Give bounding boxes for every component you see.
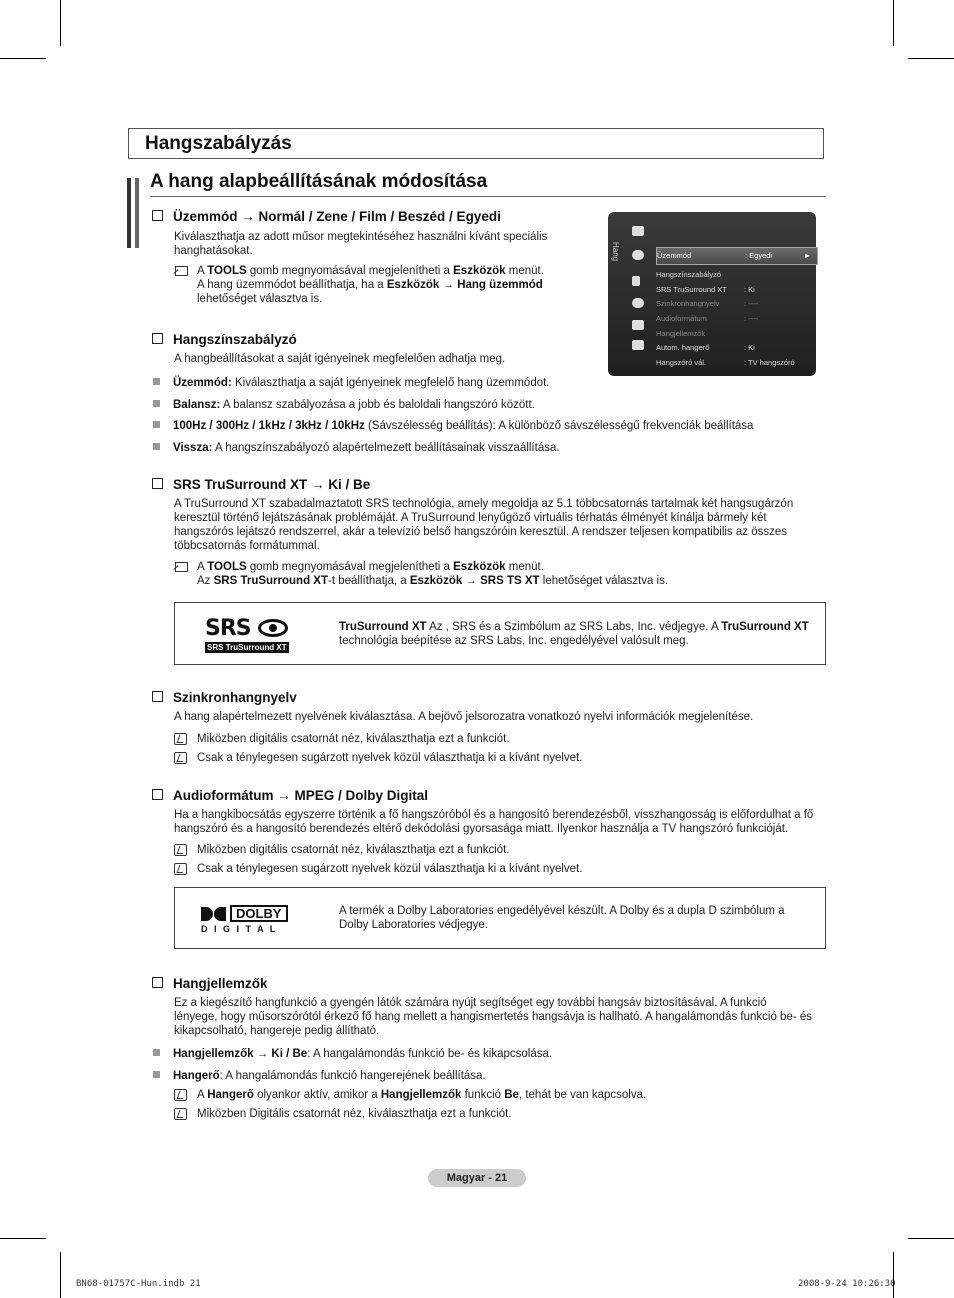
bullet-item: Hangjellemzők → Ki / Be: A hangalámondás funkció be- és kikapcsolása.: [153, 1047, 552, 1061]
tv-menu-item-label: Audioformátum: [656, 314, 707, 323]
tools-note: A TOOLS gomb megnyomásával megjelenítheti a Eszközök menüt. A hang üzemmódot beállíthatja, ha a Eszközök → Hang üzemmód lehetőséget választva is.: [197, 265, 544, 305]
heading-audio-description: Hangjellemzők: [152, 976, 268, 991]
tv-menu-item: [656, 327, 816, 340]
checkbox-bullet-icon: [152, 210, 163, 221]
bullet-item: Üzemmód: Kiválaszthatja a saját igényeinek megfelelő hang üzemmódot.: [153, 376, 550, 390]
heading-srs: SRS TruSurround XT → Ki / Be: [152, 477, 370, 492]
note-text: Csak a ténylegesen sugárzott nyelvek közül választhatja ki a kívánt nyelvet.: [197, 752, 583, 764]
note-icon: [174, 863, 187, 875]
tv-menu-item: [656, 341, 816, 354]
bullet-item: Balansz: A balansz szabályozása a jobb és baloldali hangszóró között.: [153, 398, 535, 412]
checkbox-bullet-icon: [152, 691, 163, 702]
crop-mark: [893, 1252, 894, 1298]
text-line: Kiválaszthatja az adott műsor megtekintéséhez használni kívánt speciális: [174, 231, 548, 243]
note-icon: [174, 1108, 187, 1120]
note-text: Miközben digitális csatornát néz, kiválaszthatja ezt a funkciót.: [197, 733, 510, 745]
tv-menu-item: [656, 297, 816, 310]
heading-language: Szinkronhangnyelv: [152, 690, 297, 705]
mode-description: [174, 230, 547, 258]
print-file-label: BN68-01757C-Hun.indb 21: [76, 1279, 201, 1289]
square-bullet-icon: [153, 1049, 160, 1056]
tv-menu-side-label: Hang: [611, 242, 620, 262]
note-icon: [174, 844, 187, 856]
sound-icon: [632, 250, 644, 260]
tv-menu-item-value: : ----: [744, 314, 759, 323]
heading-mode: [152, 209, 501, 224]
square-bullet-icon: [153, 400, 160, 407]
note-text: Miközben digitális csatornát néz, kiválaszthatja ezt a funkciót.: [197, 844, 510, 856]
note-text: A Hangerő olyankor aktív, amikor a Hangjellemzők funkció Be, tehát be van kapcsolva.: [197, 1089, 647, 1101]
square-bullet-icon: [153, 378, 160, 385]
srs-trademark-text: TruSurround XT Az , SRS és a Szimbólum az SRS Labs, Inc. védjegye. A TruSurround XT technológia beépítése az SRS Labs, Inc. engedélyével valósult meg.: [339, 621, 809, 647]
audio-format-description: Ha a hangkibocsátás egyszerre történik a fő hangszóróból és a hangosító berendezésből, visszhangosság is előfordulhat a fő hangszóró és a hangosító berendezés eltérő dekódolási gyorsasága miatt. Ilyenkor használja a TV hangszóró funkcióját.: [174, 809, 814, 835]
tv-menu-item-value: : Egyedi: [745, 251, 773, 260]
channel-icon: [632, 276, 640, 286]
tv-menu-item-label: SRS TruSurround XT: [656, 285, 727, 294]
tv-menu-item-value: : TV hangszóró: [744, 358, 795, 367]
heading-audio-format: Audioformátum → MPEG / Dolby Digital: [152, 788, 428, 803]
title-rule: [150, 196, 826, 197]
crop-mark: [60, 1252, 61, 1298]
tv-menu-item-value: : ----: [744, 299, 759, 308]
square-bullet-icon: [153, 421, 160, 428]
setup-icon: [632, 298, 644, 308]
input-icon: [632, 320, 644, 330]
srs-description: A TruSurround XT szabadalmaztatott SRS technológia, amely megoldja az 5.1 többcsatornás tartalmak két hangsugárzón keresztül történő lejátszásának problémáját. A TruSurround lenyűgöző virtuális térhatás élményét kínálja bármely két hangszórós lejátszó rendszerrel, akár a televízió belső hangszóróin keresztül. A rendszer teljesen kompatibilis az összes többcsatornás formátummal.: [174, 498, 794, 552]
checkbox-bullet-icon: [152, 333, 163, 344]
crop-mark: [0, 1238, 46, 1239]
note-icon: [174, 733, 187, 745]
srs-trademark-box: [174, 602, 826, 665]
checkbox-bullet-icon: [152, 977, 163, 988]
checkbox-bullet-icon: [152, 789, 163, 800]
tv-menu-item-label: Szinkronhangnyelv: [656, 299, 720, 308]
bullet-item: Vissza: A hangszínszabályozó alapértelmezett beállításainak visszaállítása.: [153, 441, 560, 455]
tv-menu-item-value: : Ki: [744, 285, 755, 294]
equalizer-description: A hangbeállításokat a saját igényeinek megfelelően adhatja meg.: [174, 353, 506, 365]
tools-icon: [173, 265, 187, 277]
note-text: Csak a ténylegesen sugárzott nyelvek közül választhatja ki a kívánt nyelvet.: [197, 863, 583, 875]
tv-menu-item: [656, 312, 816, 325]
heading-equalizer: Hangszínszabályzó: [152, 332, 297, 347]
note-text: Miközben Digitális csatornát néz, kiválaszthatja ezt a funkciót.: [197, 1108, 512, 1120]
bullet-item: 100Hz / 300Hz / 1kHz / 3kHz / 10kHz (Sávszélesség beállítás): A különböző sávszélességű frekvenciák beállítása: [153, 419, 753, 433]
arrow-right-icon: ►: [803, 251, 811, 260]
tools-icon: [173, 561, 187, 573]
tools-note: A TOOLS gomb megnyomásával megjelenítheti a Eszközök menüt. Az SRS TruSurround XT-t beállíthatja, a Eszközök → SRS TS XT lehetőséget választva is.: [197, 561, 669, 587]
square-bullet-icon: [153, 443, 160, 450]
tv-menu-item-label: Hangszóró vál.: [656, 358, 707, 367]
section-title-box: [128, 128, 824, 159]
crop-mark: [0, 58, 46, 59]
crop-mark: [908, 58, 954, 59]
crop-mark: [908, 1238, 954, 1239]
picture-icon: [632, 226, 644, 236]
srs-logo: SRS SRS TruSurround XT: [205, 616, 287, 652]
text-line: hanghatásokat.: [174, 245, 253, 257]
checkbox-bullet-icon: [152, 478, 163, 489]
crop-mark: [893, 0, 894, 46]
dolby-logo: DOLBY D I G I T A L: [201, 905, 288, 934]
dolby-trademark-text: A termék a Dolby Laboratories engedélyével készült. A Dolby és a dupla D szimbólum a Dolby Laboratories védjegye.: [339, 905, 785, 931]
section-title: Hangszabályzás: [145, 133, 292, 154]
support-icon: [632, 340, 644, 350]
tv-menu-item-selected: [656, 247, 818, 265]
bullet-item: Hangerő: A hangalámondás funkció hangerejének beállítása.: [153, 1069, 486, 1083]
tv-menu-item: [656, 283, 816, 296]
tv-menu-item-value: : Ki: [744, 343, 755, 352]
tv-menu-item: [656, 356, 816, 369]
audio-description-text: Ez a kiegészítő hangfunkció a gyengén látók számára nyújt segítséget egy további hangsáv biztosításával. A funkció lényege, hogy műsorszórótól érkező fő hang mellett a hangismertetés hangsávja is hallható. A hangalámondás funkció be- és kikapcsolható, hangereje pedig állítható.: [174, 997, 812, 1037]
page-number: Magyar - 21: [428, 1169, 526, 1187]
tv-menu-item-label: Hangjellemzők: [656, 329, 706, 338]
tv-menu-item-label: Hangszínszabályzó: [656, 270, 722, 279]
accent-bar: [135, 178, 139, 248]
heading-text: Üzemmód → Normál / Zene / Film / Beszéd / Egyedi: [173, 209, 501, 224]
tv-menu-item-label: Üzemmód: [657, 251, 692, 260]
tv-menu-item: [656, 268, 816, 281]
print-timestamp: 2008-9-24 10:26:30: [798, 1279, 896, 1289]
accent-bar: [127, 178, 131, 248]
language-description: A hang alapértelmezett nyelvének kiválasztása. A bejövő jelsorozatra vonatkozó nyelvi információk megjelenítése.: [174, 711, 754, 723]
dolby-trademark-box: [174, 887, 826, 949]
tv-menu-screenshot: [608, 212, 816, 376]
page-title: A hang alapbeállításának módosítása: [150, 171, 488, 192]
tv-menu-item-label: Autom. hangerő: [656, 343, 710, 352]
note-icon: [174, 752, 187, 764]
note-icon: [174, 1089, 187, 1101]
crop-mark: [60, 0, 61, 46]
square-bullet-icon: [153, 1071, 160, 1078]
